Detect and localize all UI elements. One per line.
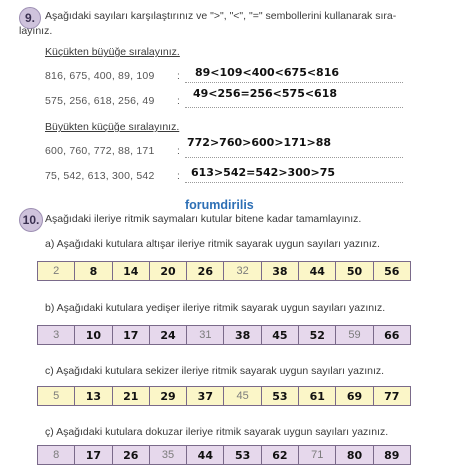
answer-number-box: 44: [299, 262, 336, 280]
part-cc-label: ç) Aşağıdaki kutulara dokuzar ileriye ritmik sayarak uygun sayıları yazınız.: [45, 426, 389, 438]
ascending-order-label: Küçükten büyüğe sıralayınız.: [45, 46, 180, 58]
answer-number-box: 20: [150, 262, 187, 280]
answer-number-box: 14: [113, 262, 150, 280]
given-number-box: 35: [150, 446, 187, 464]
answer-number-box: 52: [299, 326, 336, 344]
answer-number-box: 56: [384, 264, 400, 278]
descending-order-label: Büyükten küçüğe sıralayınız.: [45, 121, 180, 133]
answer-line-4: [185, 182, 403, 183]
answer-number-box: 44: [187, 446, 224, 464]
answer-number-box: 24: [150, 326, 187, 344]
question-9-instruction-line1: Aşağıdaki sayıları karşılaştırınız ve ">", "<", "=" sembollerini kullanarak sıra-: [45, 10, 397, 22]
question-9-instruction-line2: layınız.: [19, 25, 53, 37]
part-cc-boxes: [37, 445, 411, 465]
answer-number-box: 66: [384, 328, 400, 342]
answer-number-box: 77: [384, 389, 400, 403]
answer-number-box: 29: [150, 387, 187, 405]
part-c-boxes: [37, 386, 411, 406]
answer-row-4: 613>542=542>300>75: [191, 166, 336, 179]
answer-number-box: 53: [262, 387, 299, 405]
question-10-instruction: Aşağıdaki ileriye ritmik saymaları kutular bitene kadar tamamlayınız.: [45, 213, 362, 225]
answer-row-1: 89<109<400<675<816: [195, 66, 340, 79]
answer-number-box: 45: [262, 326, 299, 344]
given-number-box: 8: [38, 446, 75, 464]
part-b-boxes: [37, 325, 411, 345]
answer-number-box: 10: [75, 326, 112, 344]
colon-3: :: [177, 145, 180, 157]
numbers-row-3: 600, 760, 772, 88, 171: [45, 145, 155, 157]
colon-4: :: [177, 170, 180, 182]
answer-number-box: 80: [336, 446, 373, 464]
answer-number-box: 62: [262, 446, 299, 464]
numbers-row-1: 816, 675, 400, 89, 109: [45, 70, 155, 82]
answer-line-3: [185, 157, 403, 158]
answer-row-2: 49<256=256<575<618: [193, 87, 338, 100]
given-number-box: 31: [187, 326, 224, 344]
numbers-row-2: 575, 256, 618, 256, 49: [45, 95, 155, 107]
answer-number-box: 8: [75, 262, 112, 280]
answer-number-box: 37: [187, 387, 224, 405]
answer-number-box: 21: [113, 387, 150, 405]
given-number-box: 5: [38, 387, 75, 405]
part-a-label: a) Aşağıdaki kutulara altışar ileriye ritmik sayarak uygun sayıları yazınız.: [45, 238, 380, 250]
answer-line-1: [185, 82, 403, 83]
answer-number-box: 69: [336, 387, 373, 405]
given-number-box: 45: [224, 387, 261, 405]
colon-2: :: [177, 95, 180, 107]
numbers-row-4: 75, 542, 613, 300, 542: [45, 170, 155, 182]
given-number-box: 32: [224, 262, 261, 280]
question-9-number: 9.: [19, 7, 41, 29]
part-c-label: c) Aşağıdaki kutulara sekizer ileriye ritmik sayarak uygun sayıları yazınız.: [45, 365, 385, 377]
part-b-label: b) Aşağıdaki kutulara yedişer ileriye ritmik sayarak uygun sayıları yazınız.: [45, 302, 386, 314]
answer-number-box: 50: [336, 262, 373, 280]
answer-number-box: 13: [75, 387, 112, 405]
given-number-box: 3: [38, 326, 75, 344]
answer-number-box: 26: [187, 262, 224, 280]
answer-number-box: 61: [299, 387, 336, 405]
colon-1: :: [177, 70, 180, 82]
answer-number-box: 89: [384, 448, 400, 462]
given-number-box: 2: [38, 262, 75, 280]
watermark-text: forumdirilis: [185, 198, 254, 212]
answer-number-box: 17: [75, 446, 112, 464]
answer-number-box: 26: [113, 446, 150, 464]
answer-number-box: 38: [224, 326, 261, 344]
question-10-number: 10.: [19, 208, 43, 232]
part-a-boxes: [37, 261, 411, 281]
given-number-box: 59: [336, 326, 373, 344]
given-number-box: 71: [299, 446, 336, 464]
answer-number-box: 17: [113, 326, 150, 344]
answer-row-3: 772>760>600>171>88: [187, 136, 332, 149]
answer-number-box: 53: [224, 446, 261, 464]
answer-number-box: 38: [262, 262, 299, 280]
answer-line-2: [185, 107, 403, 108]
